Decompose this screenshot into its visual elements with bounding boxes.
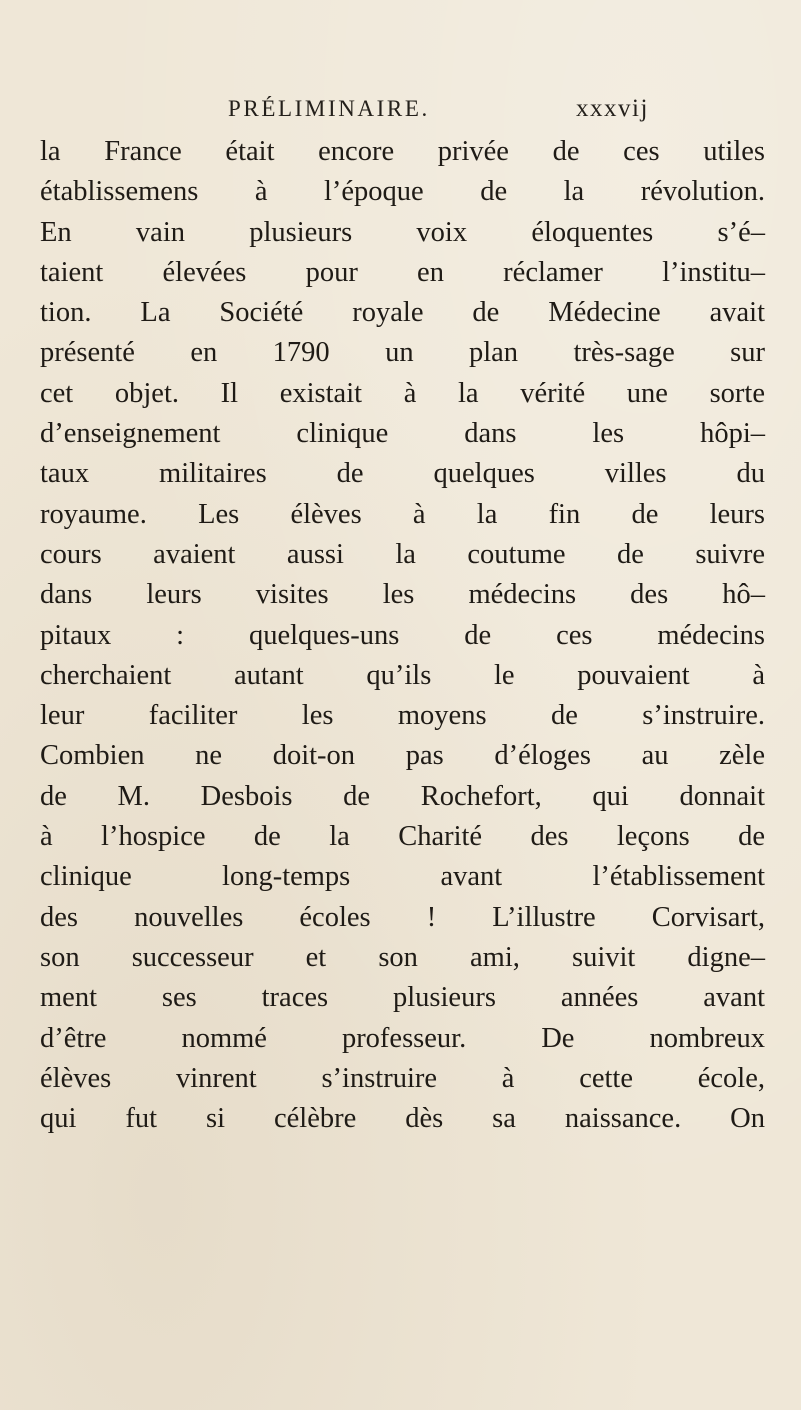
text-line: établissemens à l’époque de la révolution.	[40, 176, 765, 208]
text-line: présenté en 1790 un plan très-sage sur	[40, 337, 765, 369]
text-line: pitaux : quelques-uns de ces médecins	[40, 619, 765, 651]
running-head	[0, 92, 801, 126]
text-line: son successeur et son ami, suivit digne–	[40, 941, 765, 973]
body-text	[40, 132, 765, 1139]
text-line: clinique long-temps avant l’établissement	[40, 861, 765, 893]
text-line: d’être nommé professeur. De nombreux	[40, 1022, 765, 1054]
text-line: qui fut si célèbre dès sa naissance. On	[40, 1103, 765, 1135]
text-line: tion. La Société royale de Médecine avait	[40, 297, 765, 329]
text-line: à l’hospice de la Charité des leçons de	[40, 821, 765, 853]
text-line: taient élevées pour en réclamer l’institu–	[40, 256, 765, 288]
text-line: cherchaient autant qu’ils le pouvaient à	[40, 659, 765, 691]
page-number: xxxvij	[576, 95, 649, 122]
text-line: d’enseignement clinique dans les hôpi–	[40, 418, 765, 450]
text-line: dans leurs visites les médecins des hô–	[40, 579, 765, 611]
text-line: des nouvelles écoles ! L’illustre Corvisart,	[40, 901, 765, 933]
text-line: de M. Desbois de Rochefort, qui donnait	[40, 780, 765, 812]
text-line: royaume. Les élèves à la fin de leurs	[40, 498, 765, 530]
text-line: la France était encore privée de ces utiles	[40, 136, 765, 167]
text-line: ment ses traces plusieurs années avant	[40, 982, 765, 1014]
text-line: cet objet. Il existait à la vérité une sorte	[40, 377, 765, 409]
text-line: Combien ne doit-on pas d’éloges au zèle	[40, 740, 765, 772]
text-line: leur faciliter les moyens de s’instruire.	[40, 700, 765, 732]
text-line: élèves vinrent s’instruire à cette école,	[40, 1062, 765, 1094]
running-head-title: PRÉLIMINAIRE.	[228, 96, 430, 121]
text-line: En vain plusieurs voix éloquentes s’é–	[40, 216, 765, 248]
text-line: cours avaient aussi la coutume de suivre	[40, 538, 765, 570]
text-line: taux militaires de quelques villes du	[40, 458, 765, 490]
